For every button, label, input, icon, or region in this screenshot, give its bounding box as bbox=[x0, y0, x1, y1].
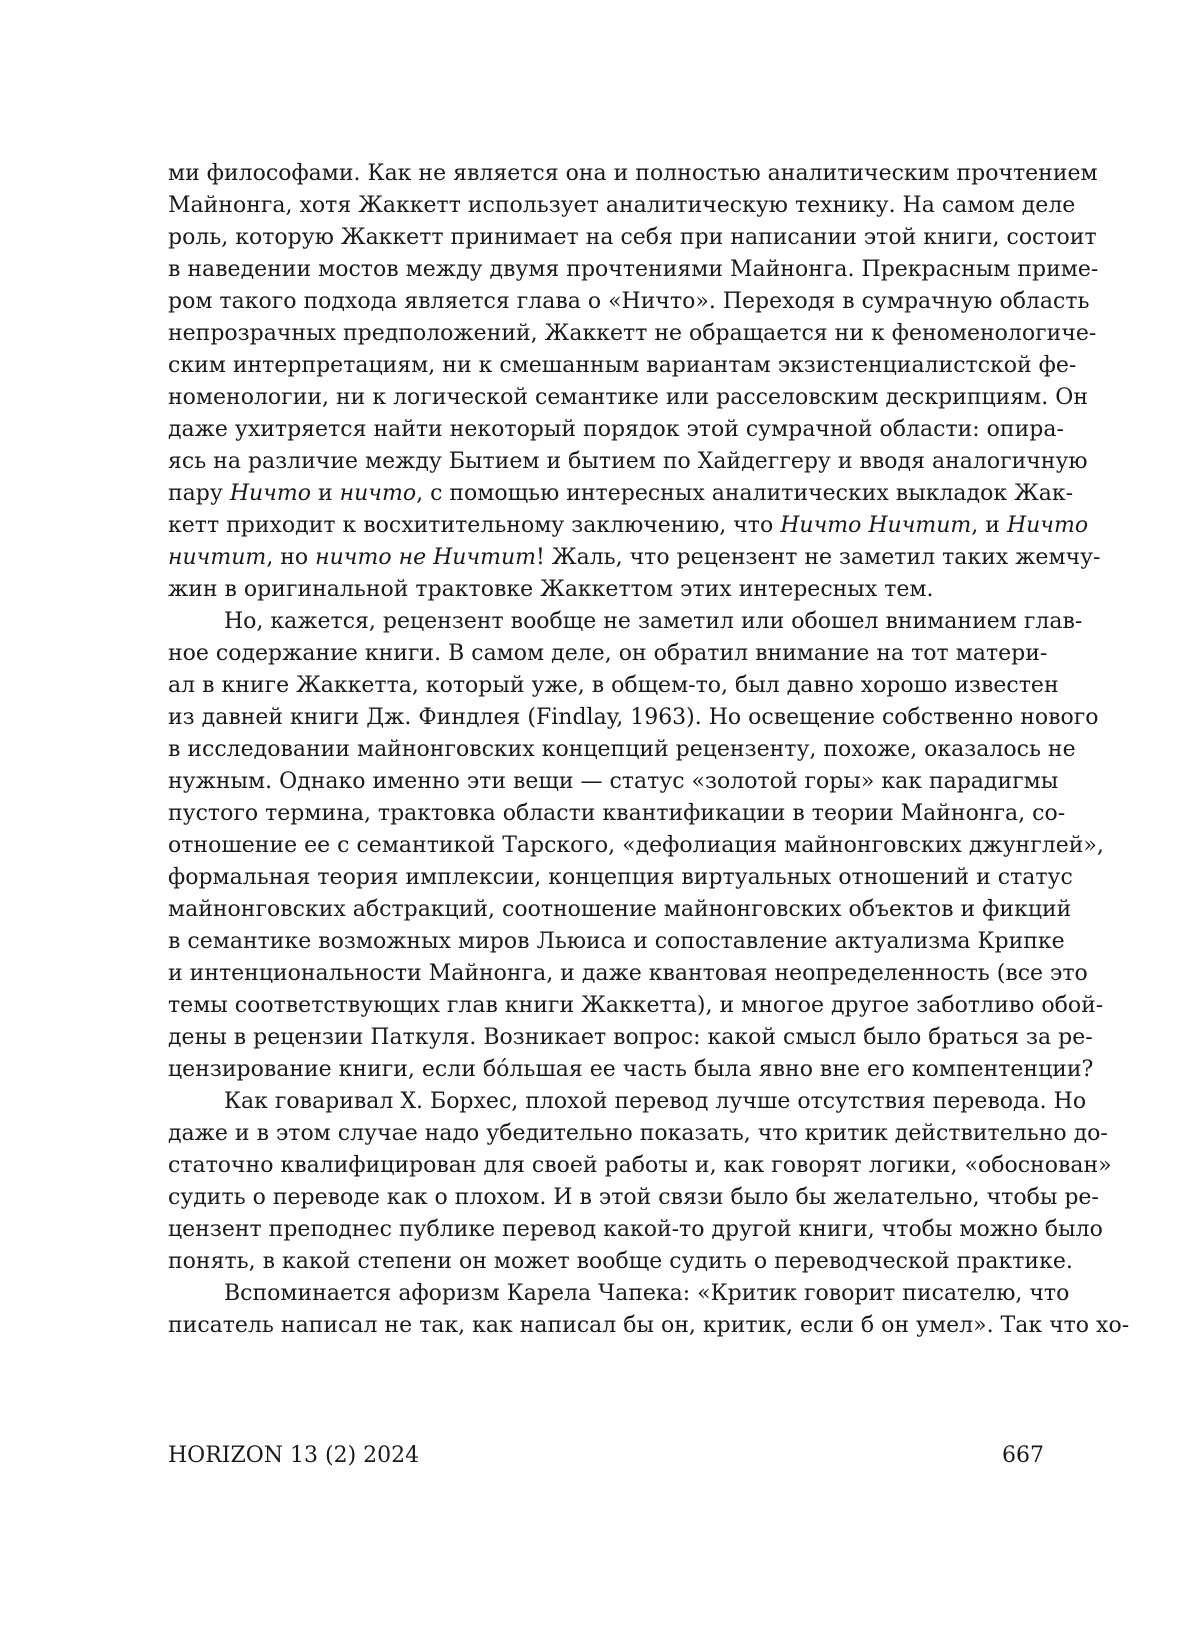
text-line bbox=[168, 702, 1099, 734]
text-line bbox=[168, 1278, 1070, 1310]
text-run: , но bbox=[266, 545, 316, 570]
italic-term: ничтит bbox=[168, 545, 267, 570]
text-line bbox=[168, 1118, 1108, 1150]
text-line bbox=[168, 1246, 1073, 1278]
text-line bbox=[168, 830, 1104, 862]
page-number: 667 bbox=[1002, 1443, 1044, 1468]
text-line bbox=[168, 894, 1072, 926]
text-line bbox=[168, 510, 1089, 542]
text-run: пустого термина, трактовка области квантификации в теории Майнонга, со- bbox=[168, 801, 1066, 826]
text-line bbox=[168, 574, 1044, 606]
text-run: , и bbox=[971, 513, 1007, 538]
text-run: непрозрачных предположений, Жаккетт не обращается ни к феноменологиче- bbox=[168, 321, 1097, 346]
text-line bbox=[168, 926, 1065, 958]
text-run: статочно квалифицирован для своей работы и, как говорят логики, «обоснован» bbox=[168, 1153, 1112, 1178]
text-run: ясь на различие между Бытием и бытием по Хайдеггеру и вводя аналогичную bbox=[168, 449, 1088, 474]
text-run: кетт приходит к восхитительному заключению, что bbox=[168, 513, 781, 538]
text-run: цензент преподнес публике перевод какой-то другой книги, чтобы можно было bbox=[168, 1217, 1103, 1242]
italic-term: Ничто Ничтит bbox=[780, 513, 972, 538]
italic-term: ничто не Ничтит bbox=[315, 545, 537, 570]
text-line bbox=[168, 1310, 1130, 1342]
text-run: Майнонга, хотя Жаккетт использует аналитическую технику. На самом деле bbox=[168, 193, 1076, 218]
text-line bbox=[168, 414, 1064, 446]
text-run: дены в рецензии Паткуля. Возникает вопрос: какой смысл было браться за ре- bbox=[168, 1025, 1093, 1050]
paragraph bbox=[168, 1278, 1130, 1342]
text-line bbox=[168, 222, 1097, 254]
text-line bbox=[168, 958, 1088, 990]
text-run: ное содержание книги. В самом деле, он обратил внимание на тот матери- bbox=[168, 641, 1048, 666]
text-line bbox=[168, 1150, 1112, 1182]
text-run: отношение ее с семантикой Тарского, «дефолиация майнонговских джунглей», bbox=[168, 833, 1104, 858]
text-line bbox=[168, 734, 1076, 766]
paragraph bbox=[168, 1086, 1112, 1278]
text-run: пару bbox=[168, 481, 230, 506]
text-run: и bbox=[310, 481, 340, 506]
text-line bbox=[168, 1022, 1093, 1054]
text-run: ал в книге Жаккетта, который уже, в общем-то, был давно хорошо известен bbox=[168, 673, 1059, 698]
text-line bbox=[168, 1054, 1094, 1086]
text-line bbox=[168, 766, 1059, 798]
text-run: ром такого подхода является глава о «Ничто». Переходя в сумрачную область bbox=[168, 289, 1090, 314]
text-line bbox=[168, 446, 1088, 478]
text-line bbox=[168, 862, 1073, 894]
page-body bbox=[168, 158, 1130, 1342]
text-run: майнонговских абстракций, соотношение майнонговских объектов и фикций bbox=[168, 897, 1072, 922]
text-run: из давней книги Дж. Финдлея (Findlay, 1963). Но освещение собственно нового bbox=[168, 705, 1099, 730]
paragraph bbox=[168, 158, 1101, 606]
text-line bbox=[168, 350, 1077, 382]
text-run: даже ухитряется найти некоторый порядок этой сумрачной области: опира- bbox=[168, 417, 1064, 442]
text-line bbox=[168, 542, 1101, 574]
text-run: писатель написал не так, как написал бы он, критик, если б он умел». Так что хо- bbox=[168, 1313, 1130, 1338]
text-run: номенологии, ни к логической семантике или расселовским дескрипциям. Он bbox=[168, 385, 1088, 410]
text-line bbox=[168, 670, 1059, 702]
text-line bbox=[168, 190, 1076, 222]
text-line bbox=[168, 798, 1066, 830]
text-run: в исследовании майнонговских концепций рецензенту, похоже, оказалось не bbox=[168, 737, 1076, 762]
text-run: понять, в какой степени он может вообще судить о переводческой практике. bbox=[168, 1249, 1073, 1274]
italic-term: ничто bbox=[339, 481, 417, 506]
italic-term: Ничто bbox=[229, 481, 311, 506]
text-line bbox=[168, 990, 1104, 1022]
text-run: ! Жаль, что рецензент не заметил таких жемчу- bbox=[536, 545, 1101, 570]
text-run: роль, которую Жаккетт принимает на себя при написании этой книги, состоит bbox=[168, 225, 1097, 250]
text-line bbox=[168, 1182, 1099, 1214]
paragraph bbox=[168, 606, 1104, 1086]
text-run: нужным. Однако именно эти вещи — статус «золотой горы» как парадигмы bbox=[168, 769, 1059, 794]
text-run: , с помощью интересных аналитических выкладок Жак- bbox=[416, 481, 1074, 506]
text-line bbox=[168, 254, 1099, 286]
text-line bbox=[168, 606, 1083, 638]
text-line bbox=[168, 382, 1088, 414]
text-run: в семантике возможных миров Льюиса и сопоставление актуализма Крипке bbox=[168, 929, 1065, 954]
text-run: даже и в этом случае надо убедительно показать, что критик действительно до- bbox=[168, 1121, 1108, 1146]
text-line bbox=[168, 638, 1048, 670]
text-line bbox=[168, 1086, 1087, 1118]
journal-issue: HORIZON 13 (2) 2024 bbox=[168, 1443, 420, 1468]
text-run: ми философами. Как не является она и полностью аналитическим прочтением bbox=[168, 161, 1098, 186]
text-run: и интенциональности Майнонга, и даже квантовая неопределенность (все это bbox=[168, 961, 1088, 986]
text-run: Как говаривал Х. Борхес, плохой перевод лучше отсутствия перевода. Но bbox=[224, 1089, 1087, 1114]
text-line bbox=[168, 1214, 1103, 1246]
text-run: ским интерпретациям, ни к смешанным вариантам экзистенциалистской фе- bbox=[168, 353, 1077, 378]
text-line bbox=[168, 286, 1090, 318]
text-run: в наведении мостов между двумя прочтениями Майнонга. Прекрасным приме- bbox=[168, 257, 1099, 282]
text-run: цензирование книги, если бóльшая ее часть была явно вне его компентенции? bbox=[168, 1057, 1094, 1082]
text-line bbox=[168, 158, 1098, 190]
text-run: Вспоминается афоризм Карела Чапека: «Критик говорит писателю, что bbox=[224, 1281, 1070, 1306]
text-run: судить о переводе как о плохом. И в этой связи было бы желательно, чтобы ре- bbox=[168, 1185, 1099, 1210]
text-run: формальная теория имплексии, концепция виртуальных отношений и статус bbox=[168, 865, 1073, 890]
text-run: темы соответствующих глав книги Жаккетта), и многое другое заботливо обой- bbox=[168, 993, 1104, 1018]
text-line bbox=[168, 478, 1074, 510]
text-run: Но, кажется, рецензент вообще не заметил или обошел вниманием глав- bbox=[224, 609, 1083, 634]
italic-term: Ничто bbox=[1006, 513, 1089, 538]
text-line bbox=[168, 318, 1097, 350]
text-run: жин в оригинальной трактовке Жаккеттом этих интересных тем. bbox=[168, 577, 934, 602]
